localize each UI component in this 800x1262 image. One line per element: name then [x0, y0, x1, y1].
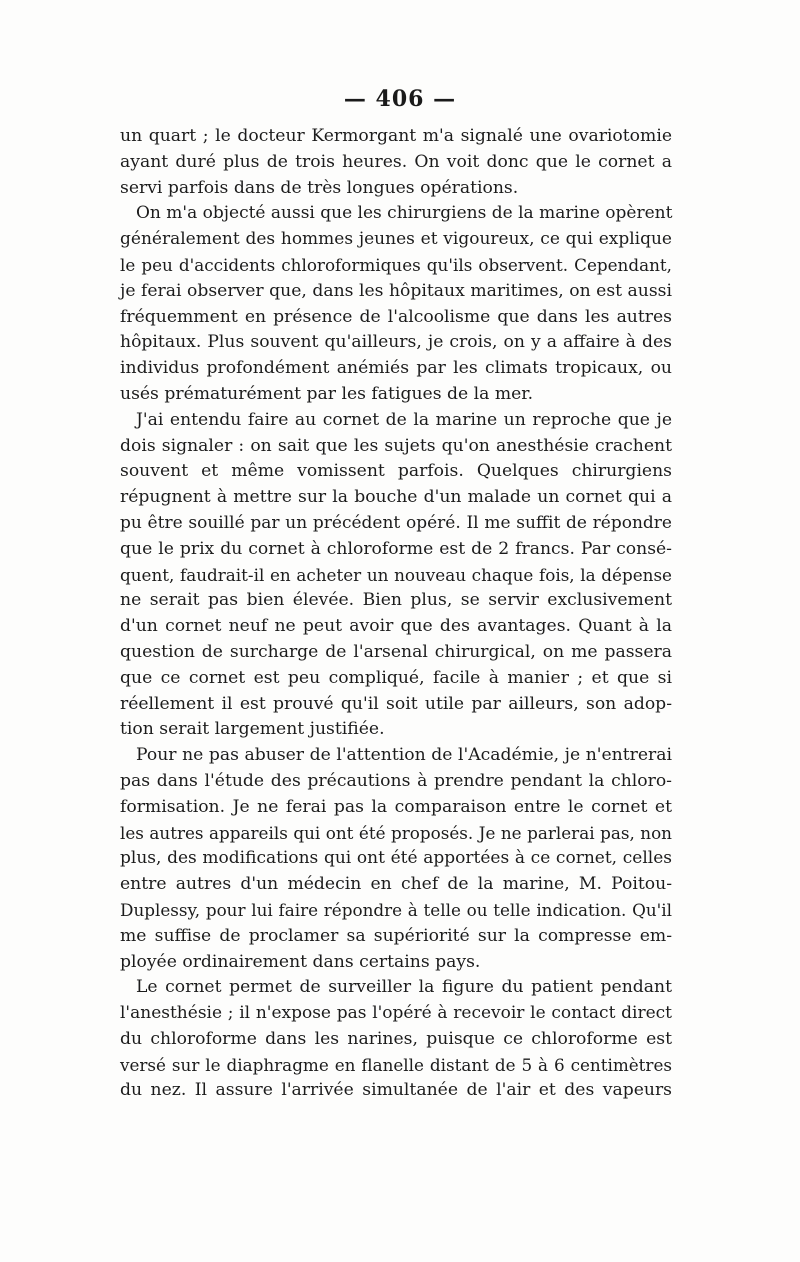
- text-line: Duplessy, pour lui faire répondre à telle ou telle indication. Qu'il: [120, 899, 672, 920]
- text-line: dois signaler : on sait que les sujets qu'on anesthésie crachent: [120, 435, 672, 456]
- text-line: que le prix du cornet à chloroforme est de 2 francs. Par consé-: [120, 538, 672, 559]
- text-line: individus profondément anémiés par les climats tropicaux, ou: [120, 358, 672, 379]
- text-line: servi parfois dans de très longues opérations.: [120, 177, 519, 198]
- text-line: ayant duré plus de trois heures. On voit donc que le cornet a: [120, 151, 672, 172]
- text-line: formisation. Je ne ferai pas la comparaison entre le cornet et: [120, 796, 672, 817]
- text-line: souvent et même vomissent parfois. Quelques chirurgiens: [120, 461, 672, 482]
- text-line: versé sur le diaphragme en flanelle distant de 5 à 6 centimètres: [120, 1054, 672, 1075]
- text-line: l'anesthésie ; il n'expose pas l'opéré à recevoir le contact direct: [120, 1003, 672, 1024]
- text-line: le peu d'accidents chloroformiques qu'ils observent. Cependant,: [120, 254, 672, 275]
- text-line: usés prématurément par les fatigues de la mer.: [120, 383, 534, 404]
- text-line: me suffise de proclamer sa supériorité sur la compresse em-: [120, 925, 672, 946]
- text-line: On m'a objecté aussi que les chirurgiens de la marine opèrent: [136, 203, 673, 224]
- text-line: J'ai entendu faire au cornet de la marine un reproche que je: [136, 409, 672, 430]
- text-line: que ce cornet est peu compliqué, facile à manier ; et que si: [120, 667, 672, 688]
- text-line: hôpitaux. Plus souvent qu'ailleurs, je crois, on y a affaire à des: [120, 332, 672, 353]
- text-line: entre autres d'un médecin en chef de la marine, M. Poitou-: [120, 874, 672, 895]
- text-line: je ferai observer que, dans les hôpitaux maritimes, on est aussi: [120, 280, 672, 301]
- text-line: généralement des hommes jeunes et vigoureux, ce qui explique: [120, 229, 672, 250]
- text-line: répugnent à mettre sur la bouche d'un malade un cornet qui a: [120, 487, 672, 508]
- text-line: Pour ne pas abuser de l'attention de l'Académie, je n'entrerai: [136, 745, 672, 766]
- text-line: tion serait largement justifiée.: [120, 719, 385, 740]
- page-number: — 406 —: [343, 86, 457, 112]
- text-line: du chloroforme dans les narines, puisque ce chloroforme est: [120, 1028, 672, 1049]
- body-text: [120, 124, 672, 1104]
- text-line: un quart ; le docteur Kermorgant m'a signalé une ovariotomie: [120, 126, 672, 146]
- text-line: quent, faudrait-il en acheter un nouveau chaque fois, la dépense: [120, 564, 672, 585]
- text-line: les autres appareils qui ont été proposés. Je ne parlerai pas, non: [120, 822, 672, 843]
- text-line: Le cornet permet de surveiller la figure du patient pendant: [136, 977, 672, 998]
- text-line: du nez. Il assure l'arrivée simultanée de l'air et des vapeurs: [120, 1080, 672, 1101]
- text-line: réellement il est prouvé qu'il soit utile par ailleurs, son adop-: [120, 693, 672, 714]
- text-line: plus, des modifications qui ont été apportées à ce cornet, celles: [120, 848, 672, 869]
- text-line: pu être souillé par un précédent opéré. Il me suffit de répondre: [120, 512, 672, 533]
- text-line: d'un cornet neuf ne peut avoir que des avantages. Quant à la: [120, 616, 672, 637]
- text-line: question de surcharge de l'arsenal chirurgical, on me passera: [120, 641, 672, 662]
- text-line: ne serait pas bien élevée. Bien plus, se servir exclusivement: [120, 590, 672, 611]
- text-line: ployée ordinairement dans certains pays.: [120, 951, 481, 972]
- text-line: pas dans l'étude des précautions à prendre pendant la chloro-: [120, 770, 672, 791]
- text-line: fréquemment en présence de l'alcoolisme que dans les autres: [120, 306, 672, 327]
